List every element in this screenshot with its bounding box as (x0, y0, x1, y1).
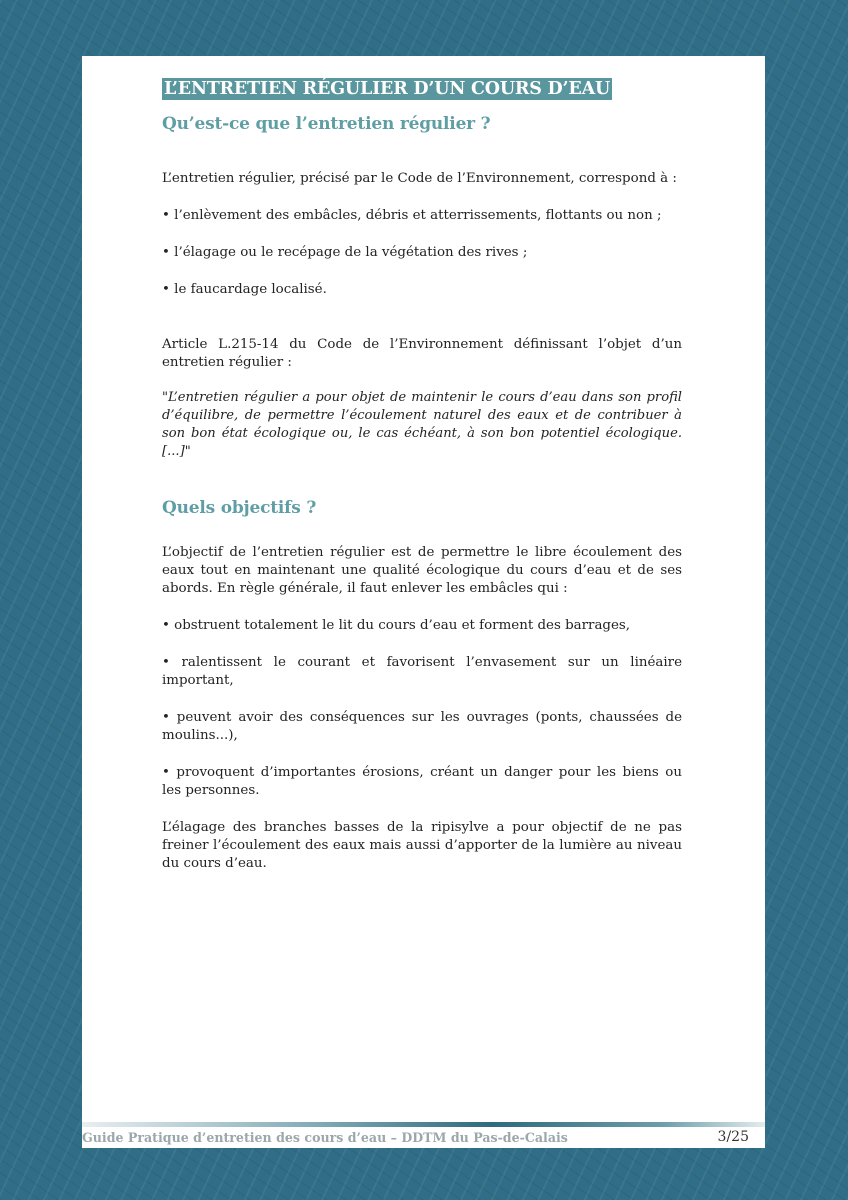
section-banner: L’ENTRETIEN RÉGULIER D’UN COURS D’EAU (164, 79, 611, 99)
closing-paragraph: L’élagage des branches basses de la ripisylve a pour objectif de ne pas freiner l’écoulement des eaux mais aussi d’apporter de la lumière au niveau du cours d’eau. (162, 820, 682, 871)
document-page (82, 56, 765, 1148)
bullet-item: • peuvent avoir des conséquences sur les ouvrages (ponts, chaussées de moulins...), (162, 710, 682, 743)
footer-divider (82, 1122, 765, 1127)
bullet-item: • ralentissent le courant et favorisent l’envasement sur un linéaire important, (162, 655, 682, 688)
objectives-intro: L’objectif de l’entretien régulier est de permettre le libre écoulement des eaux tout en maintenant une qualité écologique du cours d’eau et de ses abords. En règle générale, il faut enlever les embâcles qui : (162, 545, 682, 596)
footer-title: Guide Pratique d’entretien des cours d’eau – DDTM du Pas-de-Calais (82, 1130, 568, 1145)
bullet-item: • le faucardage localisé. (162, 282, 327, 297)
bullet-item: • obstruent totalement le lit du cours d’eau et forment des barrages, (162, 618, 631, 633)
heading-what-is: Qu’est-ce que l’entretien régulier ? (162, 114, 491, 134)
page-content (162, 78, 682, 873)
intro-paragraph: L’entretien régulier, précisé par le Code de l’Environnement, correspond à : (162, 171, 677, 186)
bullet-item: • l’élagage ou le recépage de la végétation des rives ; (162, 245, 528, 260)
heading-objectives: Quels objectifs ? (162, 498, 317, 518)
bullet-item: • l’enlèvement des embâcles, débris et atterrissements, flottants ou non ; (162, 208, 662, 223)
bullet-item: • provoquent d’importantes érosions, créant un danger pour les biens ou les personnes. (162, 765, 682, 798)
page-number: 3/25 (717, 1129, 749, 1145)
article-reference: Article L.215-14 du Code de l’Environnement définissant l’objet d’un entretien régulier : (162, 337, 682, 370)
law-quote: "L’entretien régulier a pour objet de maintenir le cours d’eau dans son profil d’équilibre, de permettre l’écoulement naturel des eaux et de contribuer à son bon état écologique ou, le cas échéant, à son bon potentiel écologique.[...]" (162, 390, 682, 459)
page-footer (82, 1122, 765, 1148)
